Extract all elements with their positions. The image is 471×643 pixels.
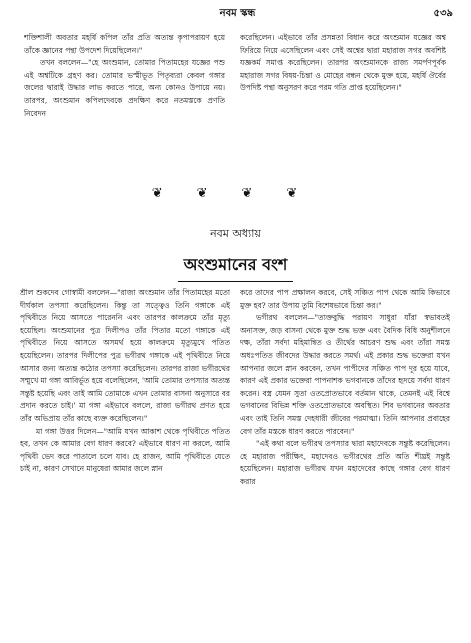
paragraph: শক্তিশালী অবতার মহর্ষি কপিল তাঁর প্রতি অত্যন্ত কৃপাপরায়ণ হয়ে তাঁকে জ্ঞানের পন্থা উপদেশ দিয়েছিলেন।" [24, 33, 225, 55]
paragraph: মা গঙ্গা উত্তর দিলেন—"আমি যখন আকাশ থেকে পৃথিবীতে পতিত হব, তখন কে আমার বেগ ধারণ করবে? এইভাবে ধারণ না করলে, আমি পৃথিবী ভেদ করে পাতালে চলে যাব। হে রাজন, আমি পৃথিবীতে যেতে চাই না, কারণ সেখানে মানুষেরা আমার জলে স্নান [20, 426, 230, 474]
paragraph: "এই কথা বলে ভগীরথ তপস্যার দ্বারা মহাদেবকে সন্তুষ্ট করেছিলেন। হে মহারাজ পরীক্ষিৎ, মহাদেবও ভগীরথের প্রতি অতি শীঘ্রই সন্তুষ্ট হয়েছিলেন। মহারাজ ভগীরথ যখন মহাদেবের কাছে গঙ্গার বেগ ধারণ করার [240, 439, 450, 486]
canto-title: নবম স্কন্ধ [219, 8, 256, 19]
fleuron-icon: ❦ [196, 186, 230, 201]
fleuron-icon: ❦ [241, 186, 275, 201]
bottom-left-column [20, 287, 230, 637]
fleuron-icon: ❦ [286, 186, 320, 201]
paragraph: তখন বললেন—"হে অংশুমান, তোমার পিতামহের যজ্ঞের পশু এই অশ্বটিকে গ্রহণ কর। তোমার ভস্মীভূত পিতৃব্যরা কেবল গঙ্গার জলের দ্বারাই উদ্ধার লাভ করতে পারে, অন্য কোনও উপায়ে নয়। তারপর, অংশুমান কপিলদেবকে প্রদক্ষিণ করে নতমস্তকে প্রণতি নিবেদন [24, 58, 225, 118]
paragraph: করে তাদের পাপ প্রক্ষালন করবে, সেই সঞ্চিত পাপ থেকে আমি কিভাবে মুক্ত হব? তার উপায় তুমি বিশেষভাবে চিন্তা কর।" [240, 288, 450, 310]
chapter-title-wrap [0, 252, 471, 282]
chapter-label: নবম অধ্যায় [210, 227, 261, 240]
top-right-column [240, 32, 446, 182]
chapter-title: অংশুমানের বংশ [178, 252, 294, 282]
paragraph: ভগীরথ বললেন—"ত্যক্তবুদ্ধি পরায়ণ সাধুরা যাঁরা স্বভাবতই অনাসক্ত, জড় বাসনা থেকে মুক্ত শুদ্ধ ভক্ত এবং বৈদিক বিধি অনুশীলনে দক্ষ, তাঁরা সর্বদা মহিমান্বিত ও তীর্থের আচরণ শুদ্ধ এবং তাঁরা সমস্ত অধঃপতিত জীবদের উদ্ধার করতে সমর্থ। এই প্রকার শুদ্ধ ভক্তেরা যখন আপনার জলে স্নান করবেন, তখন পাপীদের সঞ্চিত পাপ দূর হয়ে যাবে, কারণ এই প্রকার ভক্তেরা পাপনাশক ভগবানকে তাঁদের হৃদয়ে সর্বদা ধারণ করেন। বস্ত্র যেমন সুতা ওতপ্রোতভাবে বর্তমান থাকে, তেমনই এই বিশ্বে ভগবানের বিভিন্ন শক্তি ওতপ্রোতভাবে অবস্থিত। শিব ভগবানের অবতার এবং তাই তিনি সমস্ত দেহধারী জীবের পরমাত্মা। তিনি আপনার প্রবাহের বেগ তাঁর মস্তকে ধারণ করতে পারবেন।" [240, 313, 450, 436]
section-ornament [0, 186, 471, 201]
top-left-column [24, 32, 225, 182]
paragraph: করেছিলেন। এইভাবে তাঁর প্রসন্নতা বিধান করে অংশুমান যজ্ঞের অশ্ব ফিরিয়ে নিয়ে এসেছিলেন এবং সেই অশ্বের দ্বারা মহারাজ সগর অবশিষ্ট যজ্ঞকর্ম সমাপ্ত করেছিলেন। তারপর অংশুমানকে রাজ্য সমর্পণপূর্বক মহারাজ সগর বিষয়-চিন্তা ও মোহের বন্ধন থেকে মুক্ত হয়ে, মহর্ষি ঔর্বের উপদিষ্ট পন্থা অনুসরণ করে পরম গতি প্রাপ্ত হয়েছিলেন।" [240, 33, 446, 93]
page-header [22, 6, 453, 22]
page-number: ৫৩৯ [433, 8, 453, 19]
paragraph: শ্রীল শুকদেব গোস্বামী বললেন—"রাজা অংশুমান তাঁর পিতামহের মতো দীর্ঘকাল তপস্যা করেছিলেন। কিন্তু তা সত্ত্বেও তিনি গঙ্গাকে এই পৃথিবীতে নিয়ে আসতে পারেননি এবং তারপর কালক্রমে তাঁর মৃত্যু হয়েছিল। অংশুমানের পুত্র দিলীপও তাঁর পিতার মতো গঙ্গাকে এই পৃথিবীতে নিয়ে আসতে অসমর্থ হয়ে কালক্রমে মৃত্যুমুখে পতিত হয়েছিলেন। তারপর দিলীপের পুত্র ভগীরথ গঙ্গাকে এই পৃথিবীতে নিয়ে আসার জন্য অত্যন্ত কঠোর তপস্যা করেছিলেন। তারপর রাজা ভগীরথের সম্মুখে মা গঙ্গা আবির্ভূত হয়ে বলেছিলেন, 'আমি তোমার তপস্যার অত্যন্ত সন্তুষ্ট হয়েছি এবং তাই আমি তোমাকে এখন তোমার বাসনা অনুসারে বর প্রদান করতে চাই।' মা গঙ্গা এইভাবে বললে, রাজা ভগীরথ প্রণত হয়ে তাঁর অভিপ্রায় তাঁর কাছে ব্যক্ত করেছিলেন।" [20, 288, 230, 423]
fleuron-icon: ❦ [151, 186, 185, 201]
bottom-right-column [240, 287, 450, 637]
